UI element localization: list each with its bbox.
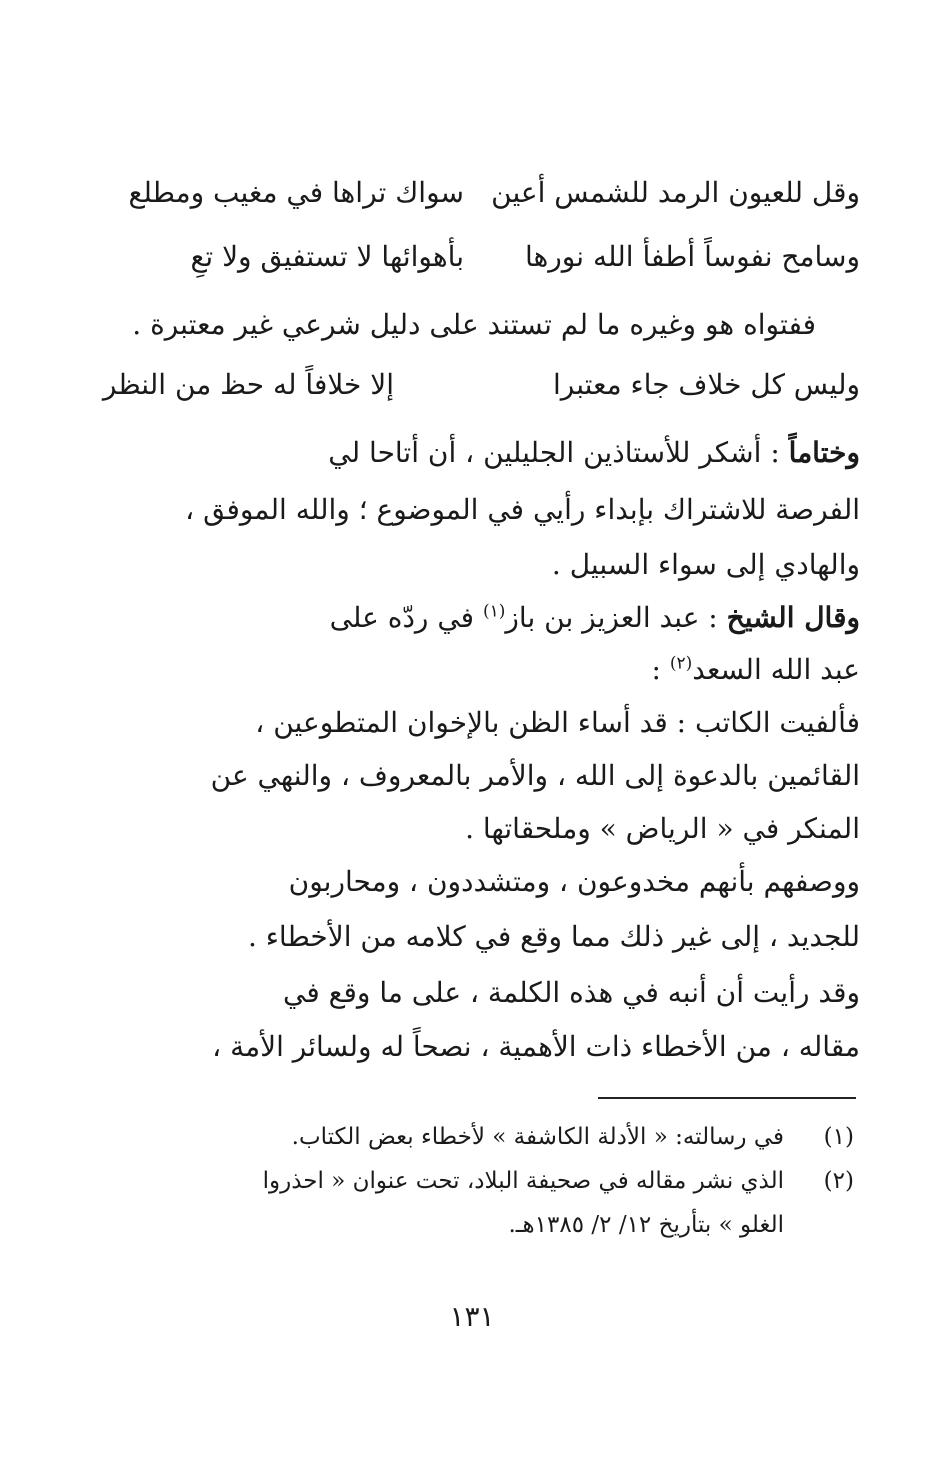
body-line-4: ووصفهم بأنهم مخدوعون ، ومتشددون ، ومحاربون [288,865,860,898]
page-number: ١٣١ [449,1300,495,1333]
closing-line-3: والهادي إلى سواء السبيل . [551,548,860,581]
closing-label: وختاماً [788,436,860,469]
closing-line-2: الفرصة للاشتراك بإبداء رأيي في الموضوع ؛ والله الموفق ، [185,493,860,526]
verse-1-first-hemistich: وقل للعيون الرمد للشمس أعين [491,176,860,209]
closing-line-1 [328,433,860,473]
closing-line-1-text: : أشكر للأستاذين الجليلين ، أن أتاحا لي [328,436,789,469]
body-line-3: المنكر في « الرياض » وملحقاتها . [465,812,860,845]
footnote-2-number: (٢) [823,1168,854,1194]
footnote-ref-2[interactable]: (٢) [669,653,693,674]
sheikh-label: وقال الشيخ [726,601,860,634]
sheikh-line-1-end: في ردّه على [329,601,483,634]
sheikh-line-1 [330,598,860,638]
sheikh-line-2-end: : [651,653,670,686]
body-line-7: مقاله ، من الأخطاء ذات الأهمية ، نصحاً له ولسائر الأمة ، [212,1030,860,1063]
footnote-separator [598,1097,856,1099]
body-line-5: للجديد ، إلى غير ذلك مما وقع في كلامه من الأخطاء . [247,920,860,953]
footnote-1-number: (١) [823,1124,854,1150]
body-line-6: وقد رأيت أن أنبه في هذه الكلمة ، على ما وقع في [283,976,860,1009]
body-line-2: القائمين بالدعوة إلى الله ، والأمر بالمعروف ، والنهي عن [210,759,860,792]
sheikh-line-2-text: عبد الله السعد [692,653,860,686]
body-line-1: فألفيت الكاتب : قد أساء الظن بالإخوان المتطوعين ، [255,706,860,739]
verse-3-first-hemistich: وليس كل خلاف جاء معتبرا [552,368,860,401]
footnote-1-text: في رسالته: « الأدلة الكاشفة » لأخطاء بعض الكتاب. [291,1124,784,1150]
verse-2-first-hemistich: وسامح نفوساً أطفأ الله نورها [524,240,860,273]
verse-3-second-hemistich: إلا خلافاً له حظ من النظر [102,368,394,401]
verse-1-second-hemistich: سواك تراها في مغيب ومطلع [128,176,464,209]
footnote-ref-1[interactable]: (١) [482,601,506,622]
footnote-2-text: الذي نشر مقاله في صحيفة البلاد، تحت عنوان « احذروا [262,1168,784,1194]
sheikh-line-1-text: : عبد العزيز بن باز [505,601,727,634]
fatwa-line: ففتواه هو وغيره ما لم تستند على دليل شرعي غير معتبرة . [132,308,816,341]
verse-2-second-hemistich: بأهوائها لا تستفيق ولا تعِ [190,240,464,273]
footnote-2-text-cont: الغلو » بتأريخ ١٢/ ٢/ ١٣٨٥هـ. [508,1212,784,1238]
sheikh-line-2 [651,650,860,690]
